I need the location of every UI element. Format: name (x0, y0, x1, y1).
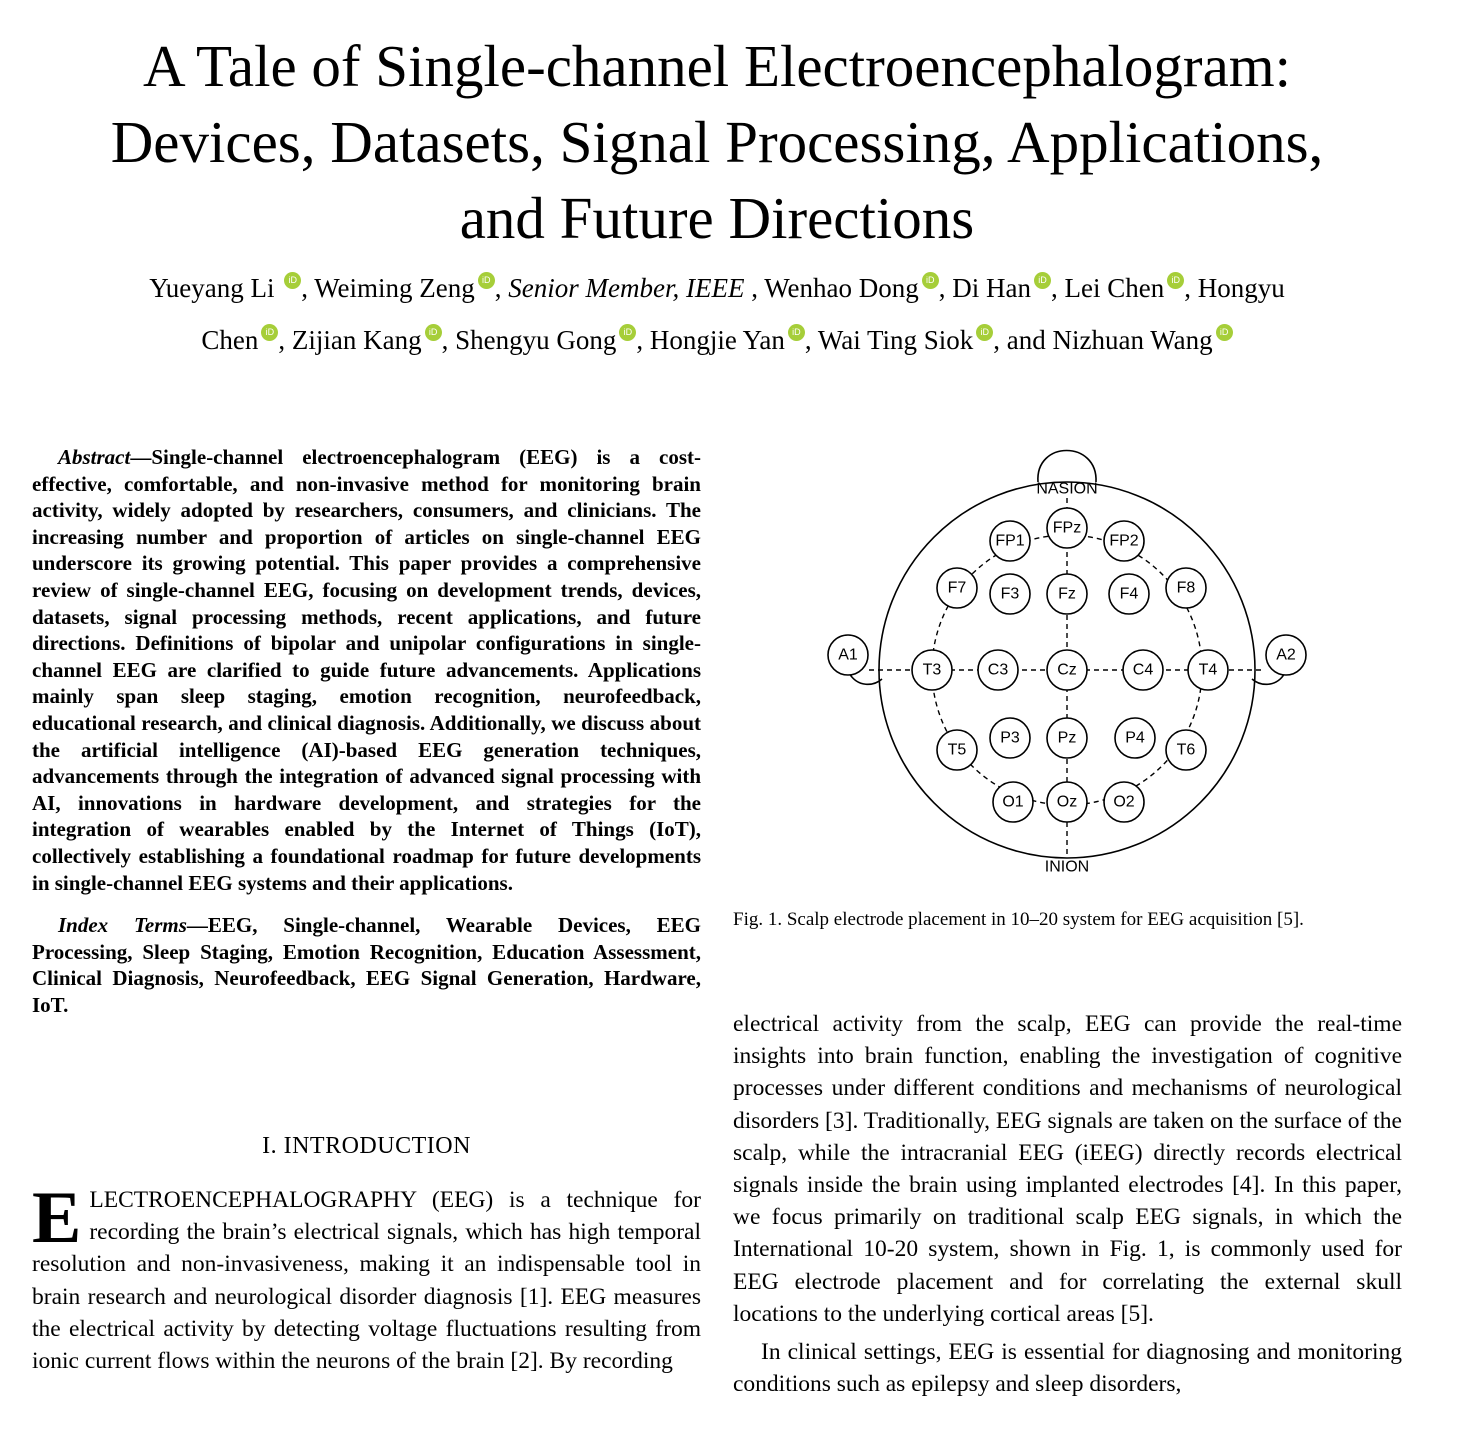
electrode-label-fp1: FP1 (995, 532, 1025, 550)
author-name: , Shengyu Gong (441, 325, 617, 355)
figure-electrode-diagram (820, 436, 1320, 886)
author-name: Yueyang Li (149, 273, 275, 303)
electrode-label-fz: Fz (1058, 585, 1076, 603)
orcid-icon[interactable]: iD (976, 324, 993, 341)
orcid-icon[interactable]: iD (788, 324, 805, 341)
author-name: , and Nizhuan Wang (993, 325, 1213, 355)
author-line-2 (0, 314, 1434, 366)
section-heading: I. INTRODUCTION (262, 1133, 471, 1159)
electrode-label-f3: F3 (1000, 585, 1020, 603)
electrode-diagram-svg (820, 436, 1320, 886)
author-name: , Weiming Zeng (301, 273, 475, 303)
orcid-icon[interactable]: iD (478, 272, 495, 289)
electrode-label-f4: F4 (1119, 585, 1139, 603)
electrode-label-t3: T3 (922, 661, 942, 679)
body-paragraph: electrical activity from the scalp, EEG can provide the real-time insights into brain function, enabling the investigation of cognitive processes under different conditions and mechanisms of neurological disorders [3]. Traditionally, EEG signals are taken on the surface of the scalp, while the intracranial EEG (iEEG) directly records electrical signals inside the brain using implanted electrodes [4]. In this paper, we focus primarily on traditional scalp EEG signals, in which the International 10-20 system, shown in Fig. 1, is commonly used for EEG electrode placement and for correlating the external skull locations to the underlying cortical areas [5]. (733, 1011, 1402, 1327)
electrode-label-t4: T4 (1198, 661, 1218, 679)
figure-caption: Fig. 1. Scalp electrode placement in 10–20 system for EEG acquisition [5]. (733, 909, 1304, 930)
electrode-label-c3: C3 (987, 661, 1009, 679)
electrode-label-o1: O1 (1002, 793, 1024, 811)
orcid-icon[interactable]: iD (922, 272, 939, 289)
orcid-icon[interactable]: iD (261, 324, 278, 341)
electrode-label-f7: F7 (947, 579, 967, 597)
electrode-label-a1: A1 (838, 646, 858, 664)
orcid-icon[interactable]: iD (284, 272, 301, 289)
electrode-label-oz: Oz (1056, 793, 1078, 811)
drop-cap: E (32, 1177, 82, 1259)
index-terms-paragraph (32, 912, 701, 1018)
introduction-body (32, 1177, 701, 1377)
electrode-label-cz: Cz (1057, 661, 1077, 679)
electrode-label-fpz: FPz (1052, 519, 1082, 537)
nasion-label: NASION (1036, 480, 1098, 498)
author-list (0, 262, 1434, 366)
index-terms-text: —EEG, Single-channel, Wearable Devices, EEG Processing, Sleep Staging, Emotion Recognition, Education Assessment, Clinical Diagnosis, Neurofeedback, EEG Signal Generation, Hardware, IoT. (32, 913, 702, 1017)
orcid-icon[interactable]: iD (1034, 272, 1051, 289)
electrode-label-p4: P4 (1125, 729, 1145, 747)
electrode-label-o2: O2 (1113, 793, 1135, 811)
abstract-paragraph (32, 444, 701, 896)
author-name: , Lei Chen (1051, 273, 1165, 303)
electrode-label-a2: A2 (1276, 646, 1296, 664)
author-name: , Wai Ting Siok (804, 325, 974, 355)
author-name: Chen (201, 325, 259, 355)
abstract-text: —Single-channel electroencephalogram (EEG) is a cost-effective, comfortable, and non-invasive method for monitoring brain activity, widely adopted by researchers, consumers, and clinicians. The increasing number and proportion of articles on single-channel EEG underscore its growing potential. This paper provides a comprehensive review of single-channel EEG, focusing on development trends, devices, datasets, signal processing methods, recent applications, and future directions. Definitions of bipolar and unipolar configurations in single-channel EEG are clarified to guide future advancements. Applications mainly span sleep staging, emotion recognition, neurofeedback, educational research, and clinical diagnosis. Additionally, we discuss about the artificial intelligence (AI)-based EEG generation techniques, advancements through the integration of advanced signal processing with AI, innovations in hardware development, and strategies for the integration of wearables enabled by the Internet of Things (IoT), collectively establishing a foundational roadmap for future developments in single-channel EEG systems and their applications. (32, 445, 701, 895)
inion-label: INION (1044, 858, 1090, 876)
title-line-3: and Future Directions (459, 185, 975, 251)
author-affiliation: Senior Member, IEEE (508, 273, 745, 303)
abstract-block (32, 444, 701, 1018)
nose-outline (1038, 451, 1096, 483)
author-name: , Zijian Kang (278, 325, 422, 355)
electrode-label-t6: T6 (1176, 741, 1196, 759)
electrode-label-t5: T5 (947, 741, 967, 759)
electrode-label-f8: F8 (1176, 579, 1196, 597)
electrode-label-fp2: FP2 (1109, 532, 1139, 550)
intro-text: LECTROENCEPHALOGRAPHY (EEG) is a technique for recording the brain’s electrical signals, which has high temporal resolution and non-invasiveness, making it an indispensable tool in brain research and neurological disorder diagnosis [1]. EEG measures the electrical activity by detecting voltage fluctuations resulting from ionic current flows within the neurons of the brain [2]. By recording (32, 1187, 701, 1375)
body-paragraph: In clinical settings, EEG is essential for diagnosing and monitoring conditions such as epilepsy and sleep disorders, (733, 1339, 1402, 1398)
intro-paragraph (32, 1177, 701, 1377)
paper-title (0, 28, 1434, 256)
author-name: , Di Han (938, 273, 1032, 303)
index-terms-lead: Index Terms (58, 913, 187, 938)
title-line-1: A Tale of Single-channel Electroencephalogram: (142, 33, 1292, 99)
orcid-icon[interactable]: iD (619, 324, 636, 341)
electrode-label-c4: C4 (1132, 661, 1154, 679)
title-line-2: Devices, Datasets, Signal Processing, Applications, (110, 109, 1324, 175)
author-name: , Hongyu (1184, 273, 1285, 303)
author-name: , Hongjie Yan (636, 325, 785, 355)
electrode-label-p3: P3 (1000, 729, 1020, 747)
orcid-icon[interactable]: iD (425, 324, 442, 341)
orcid-icon[interactable]: iD (1167, 272, 1184, 289)
right-column-body (733, 1008, 1402, 1400)
author-name: , Wenhao Dong (744, 273, 919, 303)
abstract-lead: Abstract (58, 445, 131, 469)
orcid-icon[interactable]: iD (1216, 324, 1233, 341)
author-line-1: Yueyang Li iD , Weiming Zeng iD , Senior Member, IEEE , Wenhao Dong iD , Di Han iD , Lei Chen iD , Hongyu (149, 273, 1285, 303)
electrode-label-pz: Pz (1057, 729, 1077, 747)
